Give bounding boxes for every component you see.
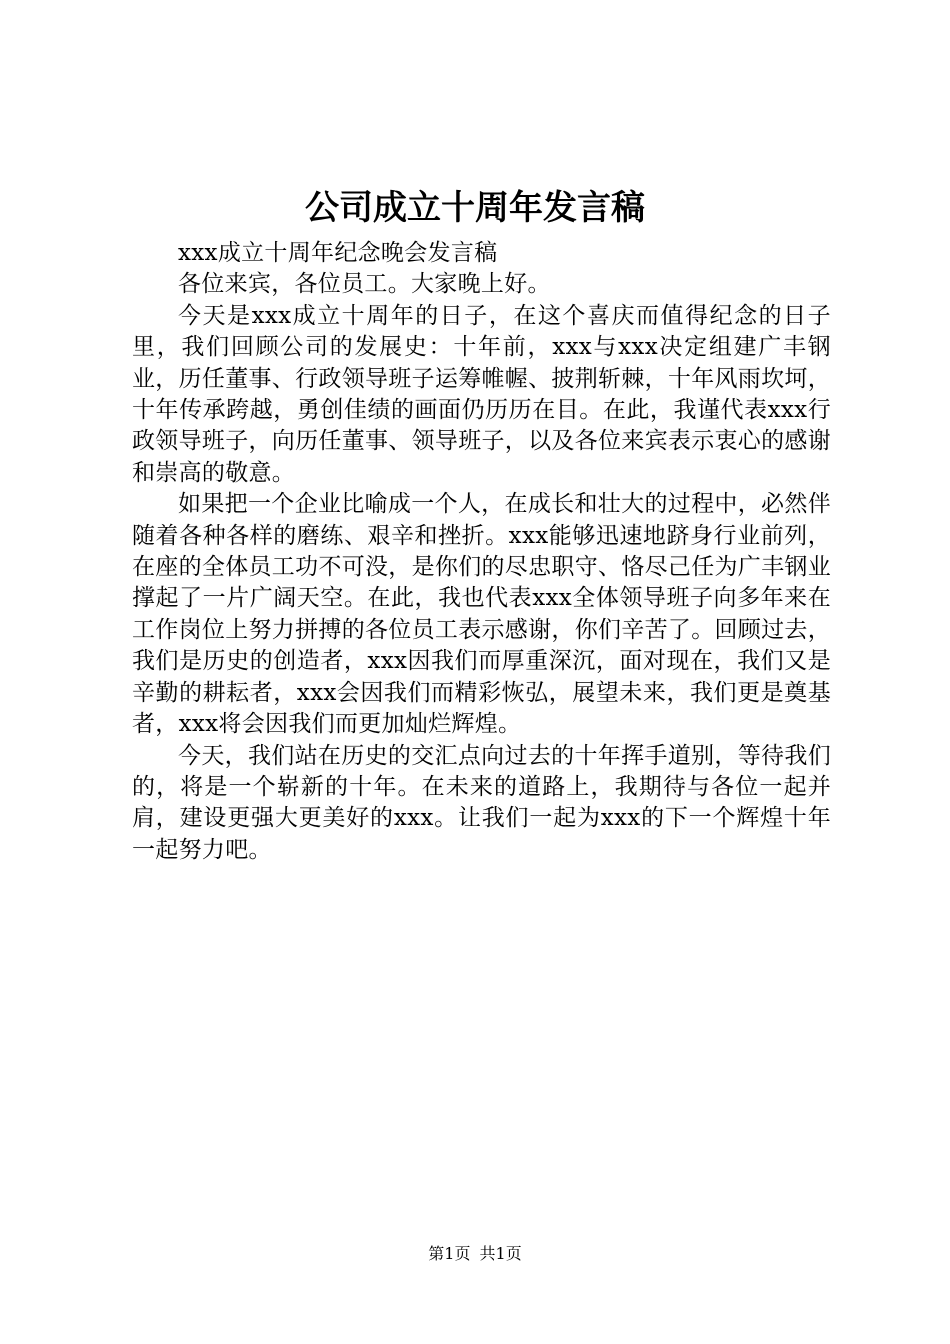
paragraph-body: 今天，我们站在历史的交汇点向过去的十年挥手道别，等待我们的，将是一个崭新的十年。在未来的道路上，我期待与各位一起并肩，建设更强大更美好的xxx。让我们一起为xxx的下一个辉煌十年一起努力吧。: [132, 742, 831, 863]
page-total: 共1页: [479, 1244, 522, 1263]
page-footer: [0, 1243, 950, 1265]
paragraph-subtitle: xxx成立十周年纪念晚会发言稿: [178, 240, 498, 266]
document-title: 公司成立十周年发言稿: [305, 188, 645, 228]
paragraph-body: 如果把一个企业比喻成一个人，在成长和壮大的过程中，必然伴随着各种各样的磨练、艰辛和挫折。xxx能够迅速地跻身行业前列，在座的全体员工功不可没，是你们的尽忠职守、恪尽己任为广丰钢业撑起了一片广阔天空。在此，我也代表xxx全体领导班子向多年来在工作岗位上努力拼搏的各位员工表示感谢，你们辛苦了。回顾过去，我们是历史的创造者，xxx因我们而厚重深沉，面对现在，我们又是辛勤的耕耘者，xxx会因我们而精彩恢弘，展望未来，我们更是奠基者，xxx将会因我们而更加灿烂辉煌。: [132, 491, 831, 738]
paragraph-body: 今天是xxx成立十周年的日子，在这个喜庆而值得纪念的日子里，我们回顾公司的发展史：十年前，xxx与xxx决定组建广丰钢业，历任董事、行政领导班子运筹帷幄、披荆斩棘，十年风雨坎坷，十年传承跨越，勇创佳绩的画面仍历历在目。在此，我谨代表xxx行政领导班子，向历任董事、领导班子，以及各位来宾表示衷心的感谢和崇高的敬意。: [132, 302, 831, 486]
document-body: [132, 238, 831, 866]
paragraph-greeting: 各位来宾，各位员工。大家晚上好。: [178, 271, 551, 298]
page-number: 第1页: [428, 1244, 471, 1263]
